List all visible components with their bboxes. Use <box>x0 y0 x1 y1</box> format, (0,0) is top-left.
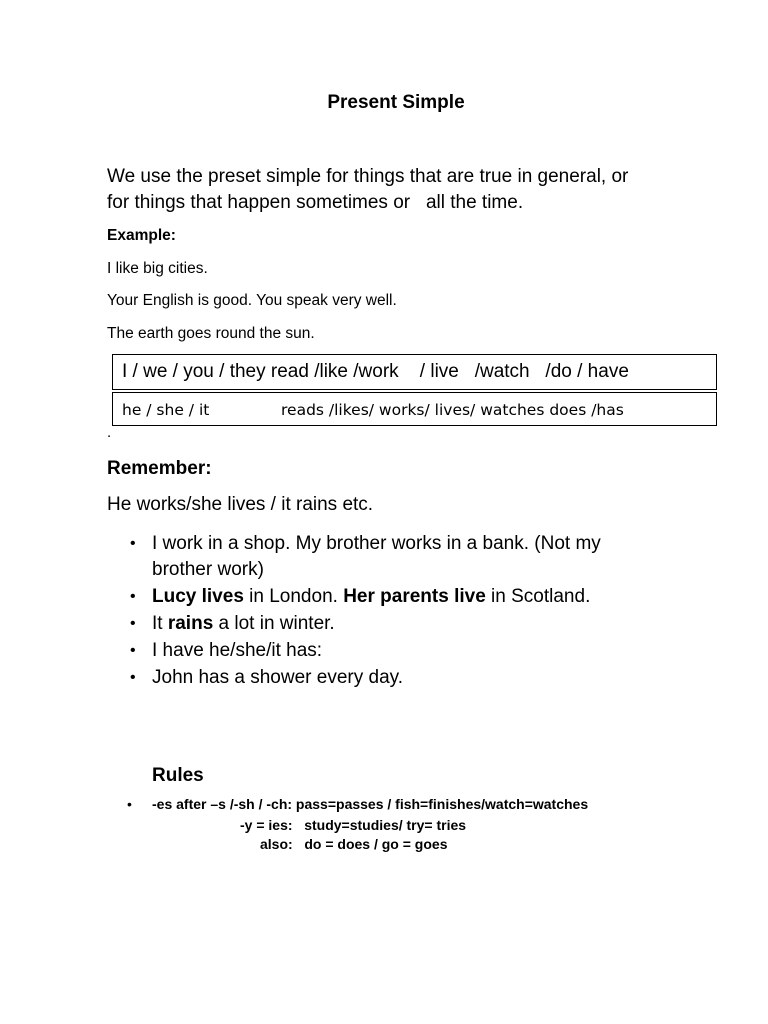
example-sentence-3: The earth goes round the sun. <box>107 325 315 342</box>
plain-text: in Scotland. <box>485 586 591 607</box>
plain-text: John has a shower every day. <box>152 667 404 688</box>
intro-line-2: for things that happen sometimes or all the time. <box>107 192 524 213</box>
bullet-icon: • <box>130 642 136 659</box>
example-sentence-2: Your English is good. You speak very well. <box>107 292 397 309</box>
remember-summary: He works/she lives / it rains etc. <box>107 494 374 515</box>
plain-text: It <box>152 613 168 634</box>
bullet-icon: • <box>130 535 136 552</box>
intro-paragraph <box>107 164 628 216</box>
singular-pronouns: he / she / it <box>122 401 210 419</box>
rule-line-3: also: do = does / go = goes <box>260 836 448 852</box>
list-item <box>107 638 667 664</box>
list-item-line-2: brother work) <box>152 559 264 580</box>
bullet-icon: • <box>130 615 136 632</box>
rule-line-1: -es after –s /-sh / -ch: pass=passes / fish=finishes/watch=watches <box>152 796 589 812</box>
rule-line-2: -y = ies: study=studies/ try= tries <box>240 817 467 833</box>
bold-text: Her parents live <box>343 586 486 607</box>
plain-text: in London. <box>243 586 344 607</box>
remember-list <box>107 531 667 692</box>
list-item <box>107 611 667 637</box>
list-item <box>107 665 667 691</box>
list-item-line-1: I work in a shop. My brother works in a bank. (Not my <box>152 533 601 554</box>
bullet-icon: • <box>130 669 136 686</box>
rules-heading: Rules <box>152 765 204 786</box>
conjugation-row-plural-text: I / we / you / they read /like /work / live /watch /do / have <box>122 361 629 382</box>
bold-text: rains <box>167 613 214 634</box>
list-item <box>107 531 667 583</box>
stray-dot: . <box>107 424 112 441</box>
conjugation-row-plural <box>112 354 717 390</box>
singular-verbs: reads /likes/ works/ lives/ watches does /has <box>281 401 624 419</box>
remember-heading: Remember: <box>107 458 212 479</box>
bold-text: Lucy lives <box>152 586 244 607</box>
plain-text: a lot in winter. <box>213 613 335 634</box>
intro-line-1: We use the preset simple for things that are true in general, or <box>107 166 629 187</box>
example-sentence-1: I like big cities. <box>107 260 208 277</box>
page-title: Present Simple <box>327 92 465 113</box>
bullet-icon: • <box>130 588 136 605</box>
conjugation-row-singular <box>112 392 717 426</box>
bullet-icon: • <box>127 796 132 812</box>
plain-text: I have he/she/it has: <box>152 640 323 661</box>
example-label: Example: <box>107 227 176 244</box>
list-item <box>107 584 667 610</box>
